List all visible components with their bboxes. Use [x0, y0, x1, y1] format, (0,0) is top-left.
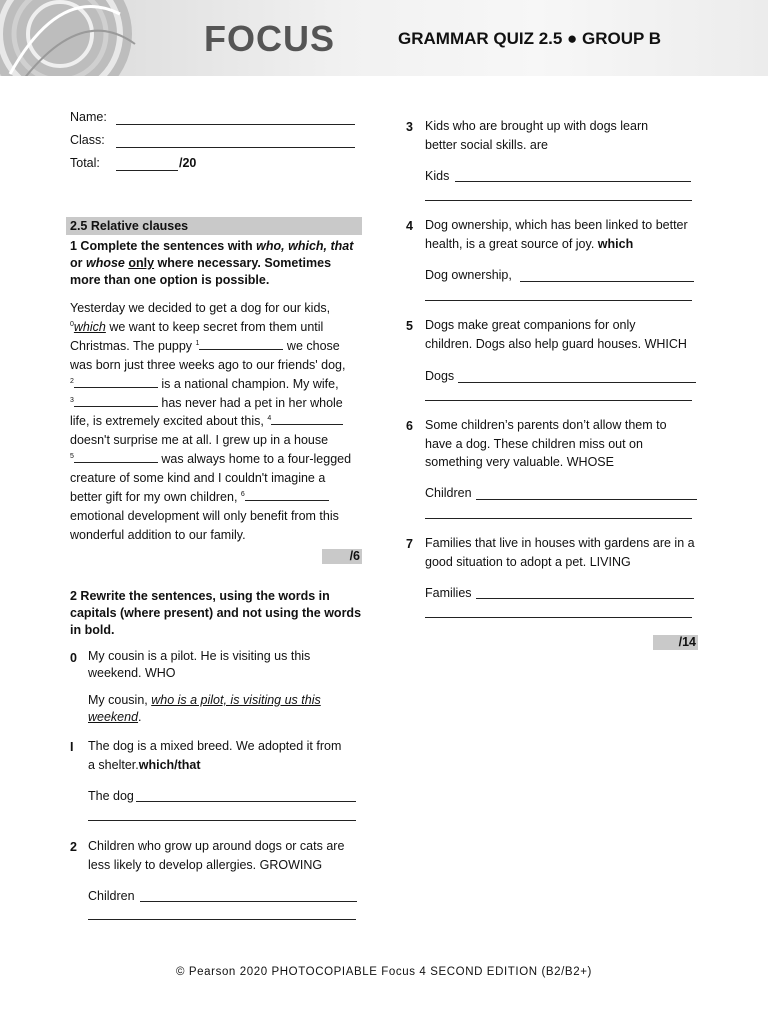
item-number: 2: [70, 840, 77, 854]
ex2-score-box: [653, 635, 698, 650]
item-2-start: Children: [88, 889, 135, 903]
item-3-answer-field-2[interactable]: [425, 199, 692, 201]
gap-4-field[interactable]: [271, 412, 343, 425]
item-4-answer-field[interactable]: [520, 280, 694, 282]
item-6-answer-field-2[interactable]: [425, 517, 692, 519]
item-1-prompt: The dog is a mixed breed. We adopted it from a shelter.which/that: [88, 739, 342, 772]
item-3-prompt: Kids who are brought up with dogs learn better social skills. are: [425, 119, 649, 152]
item-3-answer-field[interactable]: [455, 180, 691, 182]
item-5-start: Dogs: [425, 369, 455, 383]
item-2-answer-field[interactable]: [140, 900, 357, 902]
item-7-prompt: Families that live in houses with gardens are in a good situation to adopt a pet. LIVING: [425, 536, 695, 569]
ex2-instructions: 2 Rewrite the sentences, using the words in capitals (where present) and not using the words in bold.: [70, 589, 362, 637]
class-label: Class:: [70, 133, 105, 147]
item-6-start: Children: [425, 486, 472, 500]
item-3-start: Kids: [425, 169, 450, 183]
gap-6-field[interactable]: [245, 488, 329, 501]
item-7-answer-field-2[interactable]: [425, 616, 692, 618]
gap-3-field[interactable]: [74, 394, 158, 407]
item-2-answer-field-2[interactable]: [88, 918, 356, 920]
section-title: 2.5 Relative clauses: [70, 219, 189, 233]
item-number: 0: [70, 651, 77, 665]
ex2-score: /14: [678, 635, 696, 649]
name-field[interactable]: [116, 123, 355, 125]
name-label: Name:: [70, 110, 107, 124]
item-7-start: Families: [425, 586, 472, 600]
item-0-prompt: My cousin is a pilot. He is visiting us this weekend. WHO: [88, 649, 311, 680]
item-number: 3: [406, 120, 413, 134]
item-5-answer-field-2[interactable]: [425, 399, 692, 401]
page-header: [0, 0, 768, 76]
item-0-answer: My cousin, who is a pilot, is visiting us this weekend.: [88, 693, 321, 724]
item-1-start: The dog: [88, 789, 134, 803]
item-number: 4: [406, 219, 413, 233]
item-number: 5: [406, 319, 413, 333]
section-title-bar: [66, 217, 362, 235]
focus-logo-swirl-icon: [0, 0, 150, 76]
item-2-prompt: Children who grow up around dogs or cats are less likely to develop allergies. GROWING: [88, 839, 345, 872]
ex1-score-box: [322, 549, 362, 564]
ex1-passage: Yesterday we decided to get a dog for our kids, $^0$which we want to keep secret from them until Christmas. The puppy $^1$ we chose was born just three weeks ago to our friends' dog, $^2$ is a national champion. My wife, $^3$ has never had a pet in her whole life, is extremely excited about this, $^4$ doesn't surprise me at all. I grew up in a house $^5$ was always home to a four-legged creature of some kind and I couldn't imagine a better gift for my own children, $^6$ emotional development will only benefit from this wonderful addition to our family.: [70, 301, 352, 542]
quiz-title: GRAMMAR QUIZ 2.5 ● GROUP B: [398, 29, 662, 48]
class-field[interactable]: [116, 146, 355, 148]
item-number: 6: [406, 419, 413, 433]
total-label: Total:: [70, 156, 100, 170]
ex1-score: /6: [349, 549, 360, 563]
item-number: 7: [406, 537, 413, 551]
item-1-answer-field[interactable]: [136, 800, 356, 802]
page-footer: © Pearson 2020 PHOTOCOPIABLE Focus 4 SECOND EDITION (B2/B2+): [176, 966, 592, 978]
gap-5-field[interactable]: [74, 450, 158, 463]
gap-1-field[interactable]: [199, 337, 283, 350]
item-4-prompt: Dog ownership, which has been linked to better health, is a great source of joy. which: [425, 218, 688, 251]
total-field[interactable]: [116, 169, 178, 171]
ex1-instructions: 1 Complete the sentences with who, which, that or whose only where necessary. Sometimes more than one option is possible.: [70, 239, 354, 287]
gap-2-field[interactable]: [74, 375, 158, 388]
example-answer: which: [73, 319, 106, 334]
item-6-answer-field[interactable]: [476, 498, 697, 500]
item-5-answer-field[interactable]: [458, 381, 696, 383]
brand-title: FOCUS: [204, 18, 335, 59]
item-6-prompt: Some children’s parents don’t allow them to have a dog. These children miss out on something very valuable. WHOSE: [425, 418, 667, 469]
item-1-answer-field-2[interactable]: [88, 819, 356, 821]
item-4-start: Dog ownership,: [425, 268, 512, 282]
item-number: I: [70, 740, 74, 754]
item-7-answer-field[interactable]: [476, 597, 694, 599]
item-4-answer-field-2[interactable]: [425, 299, 692, 301]
total-max: /20: [179, 156, 197, 170]
item-5-prompt: Dogs make great companions for only children. Dogs also help guard houses. WHICH: [425, 318, 687, 351]
